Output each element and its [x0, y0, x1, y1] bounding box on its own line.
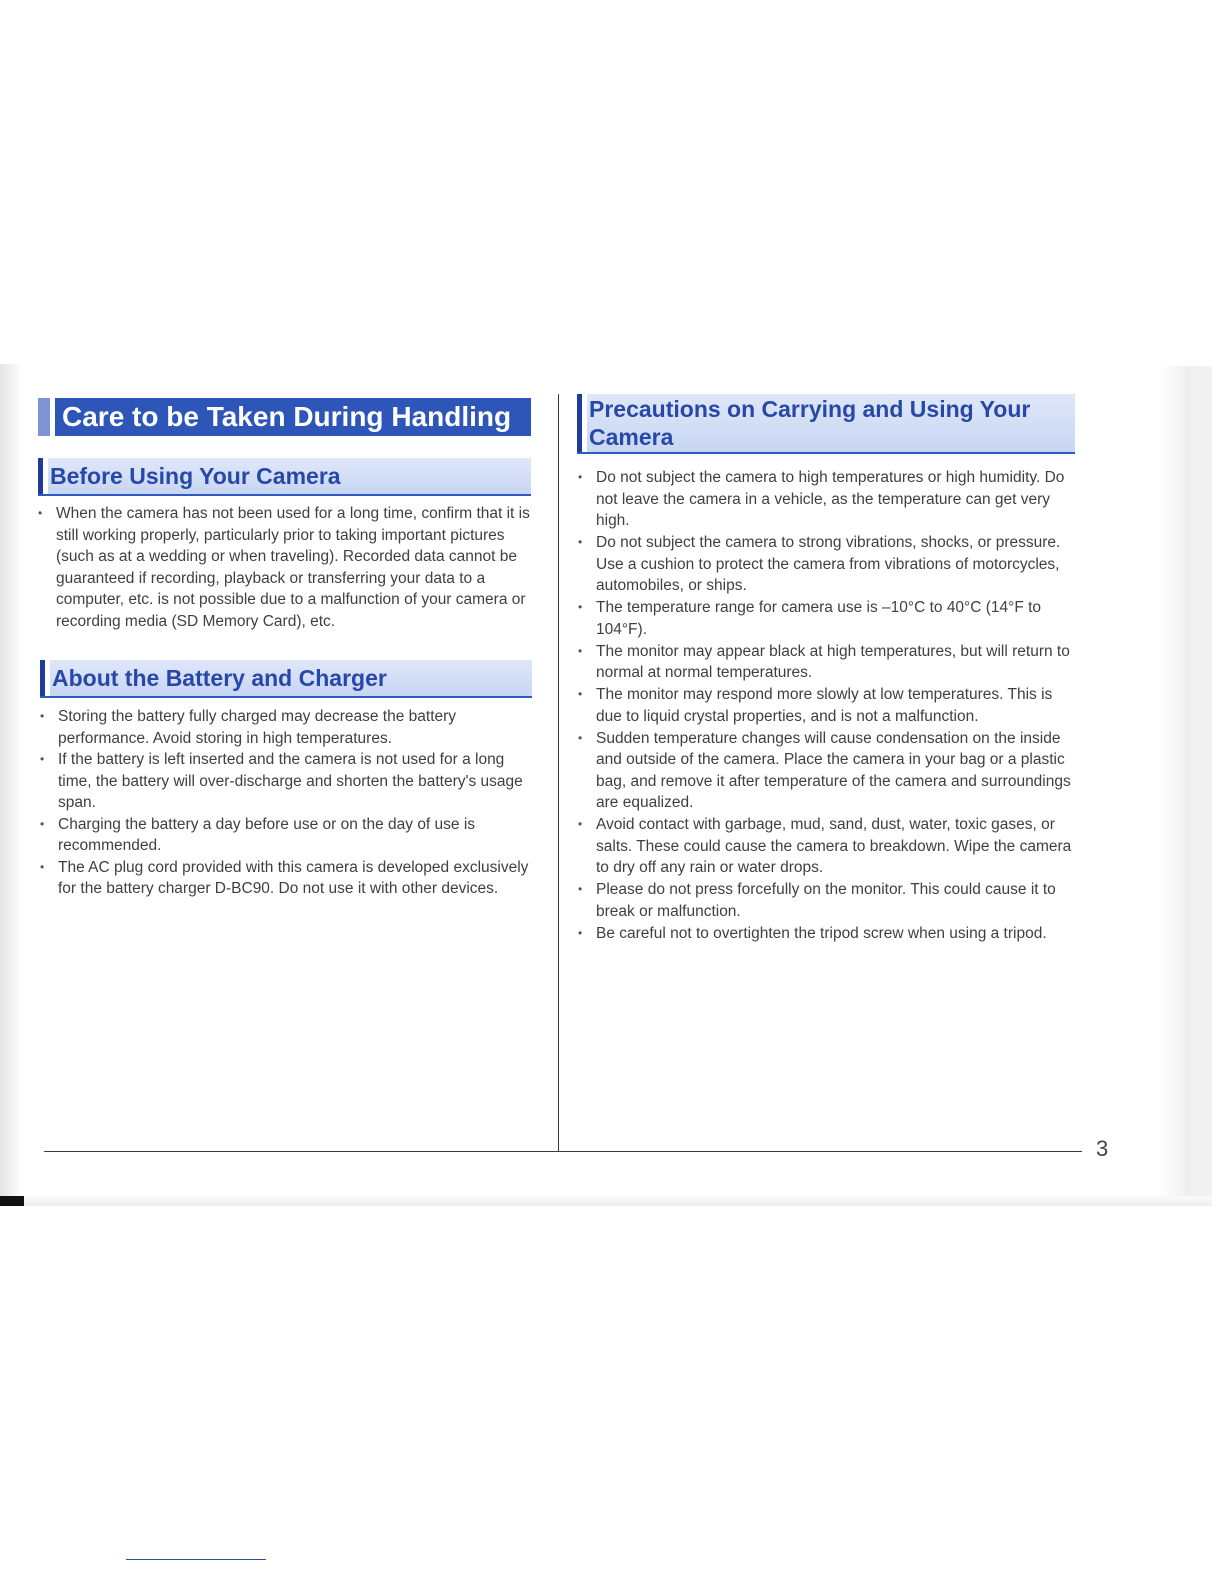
list-item: • If the battery is left inserted and the camera is not used for a long time, the battery will over-discharge and shorten the battery's usage span. [40, 749, 534, 814]
list-item: • The temperature range for camera use is –10°C to 40°C (14°F to 104°F). [578, 597, 1078, 640]
section-header-battery-charger [40, 660, 532, 698]
list-item: • Charging the battery a day before use or on the day of use is recommended. [40, 814, 534, 857]
section-header-before-using [38, 458, 531, 496]
list-item: • The monitor may respond more slowly at low temperatures. This is due to liquid crystal properties, and is not a malfunction. [578, 684, 1078, 727]
chapter-title-banner [38, 398, 531, 436]
scan-left-edge-shadow [0, 364, 22, 1206]
list-item: • Please do not press forcefully on the monitor. This could cause it to break or malfunction. [578, 879, 1078, 922]
section-title: About the Battery and Charger [50, 660, 532, 696]
before-using-list [38, 503, 532, 632]
stray-underline-mark [126, 1559, 266, 1560]
section-title: Precautions on Carrying and Using Your Camera [587, 394, 1075, 452]
list-item: • The AC plug cord provided with this camera is developed exclusively for the battery charger D-BC90. Do not use it with other devices. [40, 857, 534, 900]
chapter-banner-tab [38, 398, 50, 436]
precautions-list [578, 467, 1078, 945]
list-item: • Do not subject the camera to strong vibrations, shocks, or pressure. Use a cushion to protect the camera from vibrations of motorcycles, automobiles, or ships. [578, 532, 1078, 597]
battery-charger-list [40, 706, 534, 900]
footer-rule [44, 1151, 1082, 1152]
scan-right-edge-shadow [1160, 366, 1212, 1204]
list-item: • When the camera has not been used for a long time, confirm that it is still working properly, particularly prior to taking important pictures (such as at a wedding or when traveling). Recorded data cannot be guaranteed if recording, playback or transferring your data to a computer, etc. is not possible due to a malfunction of your camera or recording media (SD Memory Card), etc. [38, 503, 532, 632]
list-item: • Storing the battery fully charged may decrease the battery performance. Avoid storing in high temperatures. [40, 706, 534, 749]
section-header-marker [577, 394, 582, 452]
list-item: • Sudden temperature changes will cause condensation on the inside and outside of the camera. Place the camera in your bag or a plastic bag, and remove it after temperature of the camera and surroundings are equalized. [578, 728, 1078, 814]
column-divider [558, 394, 559, 1152]
chapter-title: Care to be Taken During Handling [55, 398, 531, 436]
section-title: Before Using Your Camera [48, 458, 531, 494]
list-item: • Be careful not to overtighten the tripod screw when using a tripod. [578, 923, 1078, 945]
section-header-precautions [577, 394, 1075, 454]
list-item: • The monitor may appear black at high temperatures, but will return to normal at normal temperatures. [578, 641, 1078, 684]
section-header-marker [40, 660, 45, 696]
scan-bottom-edge [24, 1196, 1212, 1206]
scan-corner-mark [0, 1196, 24, 1206]
list-item: • Avoid contact with garbage, mud, sand, dust, water, toxic gases, or salts. These could cause the camera to breakdown. Wipe the camera to dry off any rain or water drops. [578, 814, 1078, 879]
section-header-marker [38, 458, 43, 494]
page-number: 3 [1096, 1136, 1109, 1161]
list-item: • Do not subject the camera to high temperatures or high humidity. Do not leave the camera in a vehicle, as the temperature can get very high. [578, 467, 1078, 532]
